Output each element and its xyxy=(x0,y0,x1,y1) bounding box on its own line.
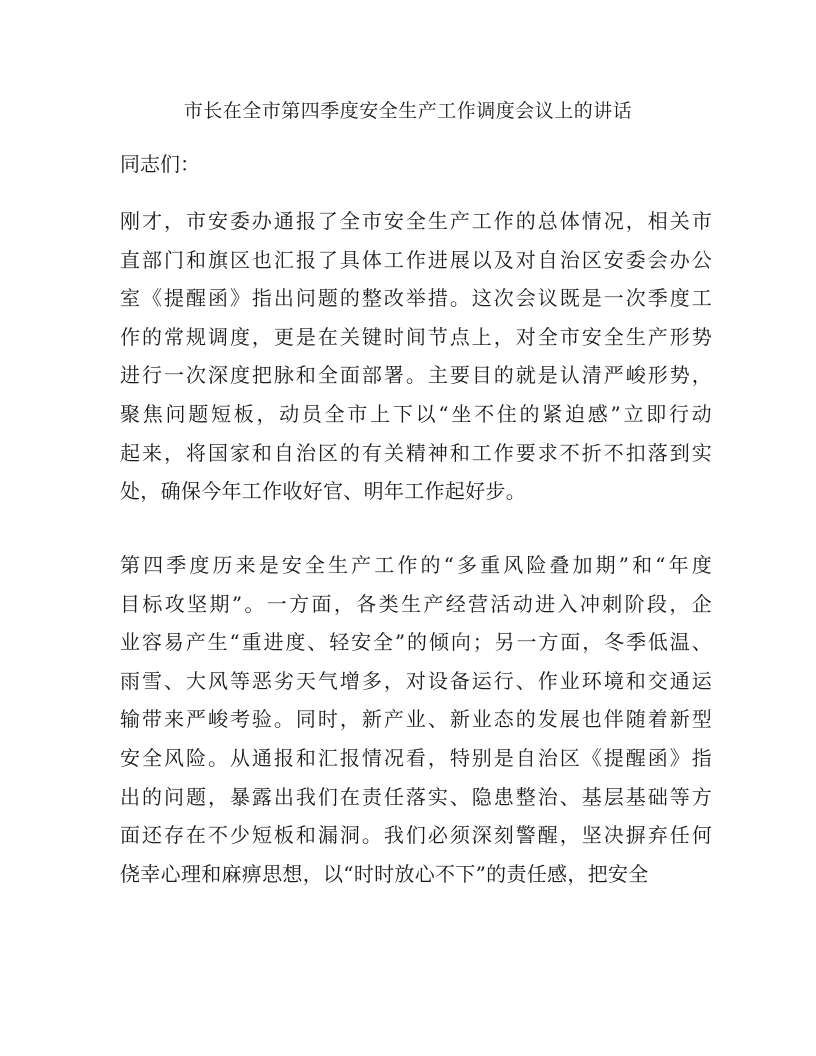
page-title: 市长在全市第四季度安全生产工作调度会议上的讲话 xyxy=(183,100,633,122)
paragraph-line: 直部门和旗区也汇报了具体工作进展以及对自治区安委会办公 xyxy=(120,247,712,272)
paragraph-line: 雨雪、大风等恶劣天气增多，对设备运行、作业环境和交通运 xyxy=(120,668,712,693)
paragraph-line: 起来，将国家和自治区的有关精神和工作要求不折不扣落到实 xyxy=(120,440,712,465)
paragraph-line: 出的问题，暴露出我们在责任落实、隐患整治、基层基础等方 xyxy=(120,784,712,809)
salutation: 同志们： xyxy=(120,152,200,176)
paragraph-line: 目标攻坚期”。一方面，各类生产经营活动进入冲刺阶段，企 xyxy=(120,591,712,616)
paragraph-line: 进行一次深度把脉和全面部署。主要目的就是认清严峻形势， xyxy=(120,363,712,388)
paragraph-line: 第四季度历来是安全生产工作的“多重风险叠加期”和“年度 xyxy=(120,553,712,577)
paragraph-line: 侥幸心理和麻痹思想，以“时时放心不下”的责任感，把安全 xyxy=(120,861,649,886)
paragraph-line: 业容易产生“重进度、轻安全”的倾向；另一方面，冬季低温、 xyxy=(120,630,712,655)
paragraph-line: 作的常规调度，更是在关键时间节点上，对全市安全生产形势 xyxy=(120,324,712,349)
paragraph-2 xyxy=(120,546,712,893)
paragraph-line: 面还存在不少短板和漏洞。我们必须深刻警醒，坚决摒弃任何 xyxy=(120,823,712,848)
paragraph-line: 输带来严峻考验。同时，新产业、新业态的发展也伴随着新型 xyxy=(120,707,712,732)
paragraph-line: 处，确保今年工作收好官、明年工作起好步。 xyxy=(120,479,526,504)
paragraph-line: 刚才，市安委办通报了全市安全生产工作的总体情况，相关市 xyxy=(120,209,712,233)
paragraph-line: 室《提醒函》指出问题的整改举措。这次会议既是一次季度工 xyxy=(120,286,712,311)
paragraph-line: 聚焦问题短板，动员全市上下以“坐不住的紧迫感”立即行动 xyxy=(120,401,712,426)
paragraph-1 xyxy=(120,202,712,511)
paragraph-line: 安全风险。从通报和汇报情况看，特别是自治区《提醒函》指 xyxy=(120,745,712,770)
